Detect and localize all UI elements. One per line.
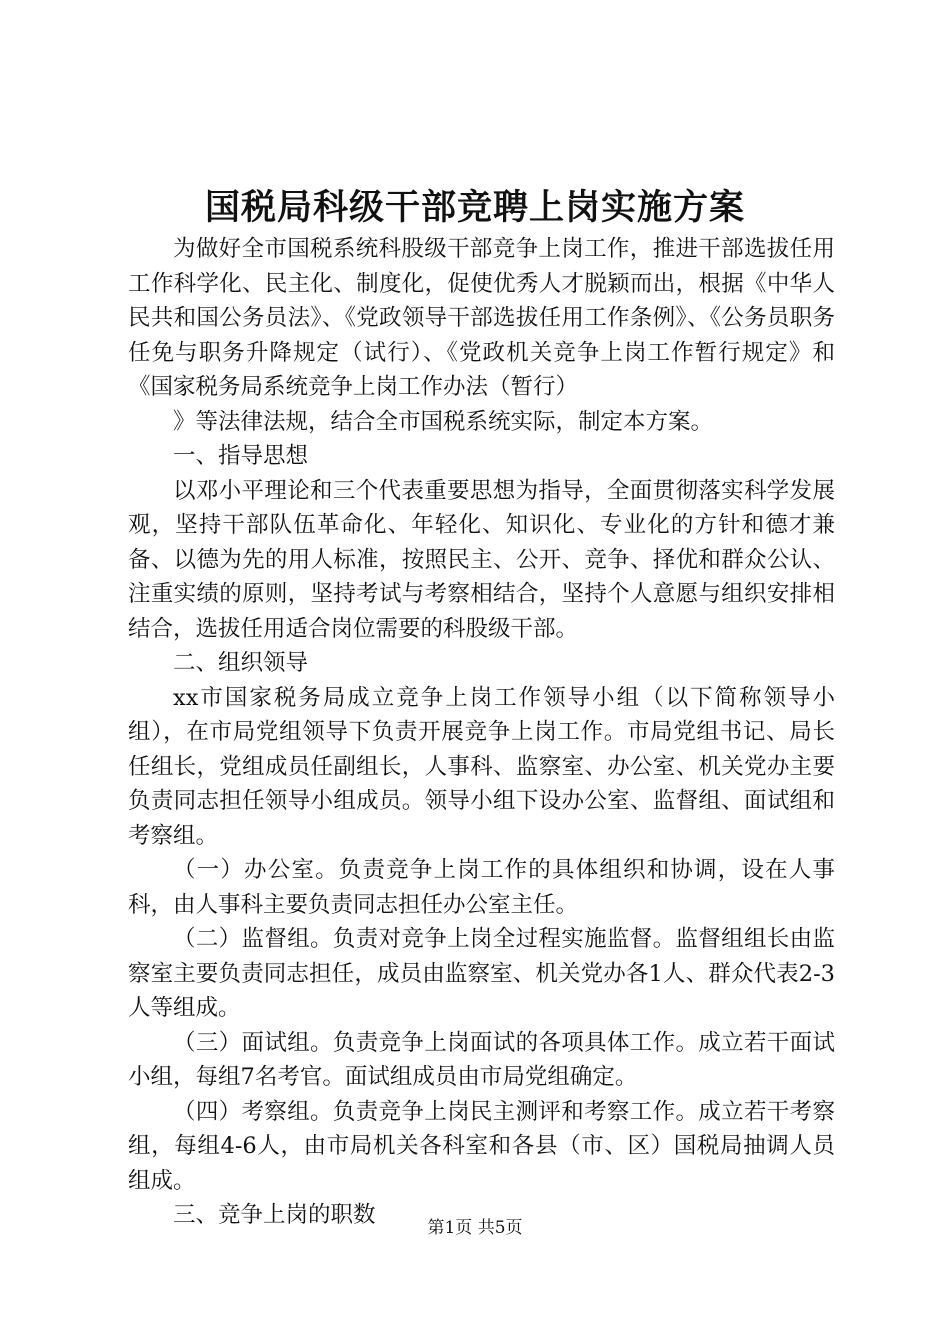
page-footer: 第1页 共5页 xyxy=(427,1218,523,1238)
section-heading-organization: 二、组织领导 xyxy=(173,650,309,676)
section-heading-guiding-ideology: 一、指导思想 xyxy=(173,443,309,469)
paragraph-intro: 为做好全市国税系统科股级干部竞争上岗工作，推进干部选拔任用工作科学化、民主化、制度化，促使优秀人才脱颖而出，根据《中华人民共和国公务员法》、《党政领导干部选拔任用工作条例》、《公务员职务任免与职务升降规定（试行）、《党政机关竞争上岗工作暂行规定》和《国家税务局系统竞争上岗工作办法（暂行） xyxy=(128,236,835,400)
paragraph-guiding-ideology: 以邓小平理论和三个代表重要思想为指导，全面贯彻落实科学发展观，坚持干部队伍革命化、年轻化、知识化、专业化的方针和德才兼备、以德为先的用人标准，按照民主、公开、竞争、择优和群众公认、注重实绩的原则，坚持考试与考察相结合，坚持个人意愿与组织安排相结合，选拔任用适合岗位需要的科股级干部。 xyxy=(128,477,835,642)
paragraph-office: （一）办公室。负责竞争上岗工作的具体组织和协调，设在人事科，由人事科主要负责同志担任办公室主任。 xyxy=(128,857,835,918)
section-heading-positions: 三、竞争上岗的职数 xyxy=(173,1202,376,1228)
paragraph-supervision-group: （二）监督组。负责对竞争上岗全过程实施监督。监督组组长由监察室主要负责同志担任，成员由监察室、机关党办各1人、群众代表2-3人等组成。 xyxy=(128,926,835,1021)
paragraph-organization: xx市国家税务局成立竞争上岗工作领导小组（以下简称领导小组），在市局党组领导下负责开展竞争上岗工作。市局党组书记、局长任组长，党组成员任副组长，人事科、监察室、办公室、机关党办主要负责同志担任领导小组成员。领导小组下设办公室、监督组、面试组和考察组。 xyxy=(128,684,835,849)
paragraph-inspection-group: （四）考察组。负责竞争上岗民主测评和考察工作。成立若干考察组，每组4-6人，由市局机关各科室和各县（市、区）国税局抽调人员组成。 xyxy=(128,1098,835,1194)
document-body xyxy=(128,232,835,1233)
paragraph-intro-continued: 》等法律法规，结合全市国税系统实际，制定本方案。 xyxy=(173,408,714,435)
paragraph-interview-group: （三）面试组。负责竞争上岗面试的各项具体工作。成立若干面试小组，每组7名考官。面试组成员由市局党组确定。 xyxy=(128,1029,835,1090)
document-title: 国税局科级干部竞聘上岗实施方案 xyxy=(204,187,745,228)
